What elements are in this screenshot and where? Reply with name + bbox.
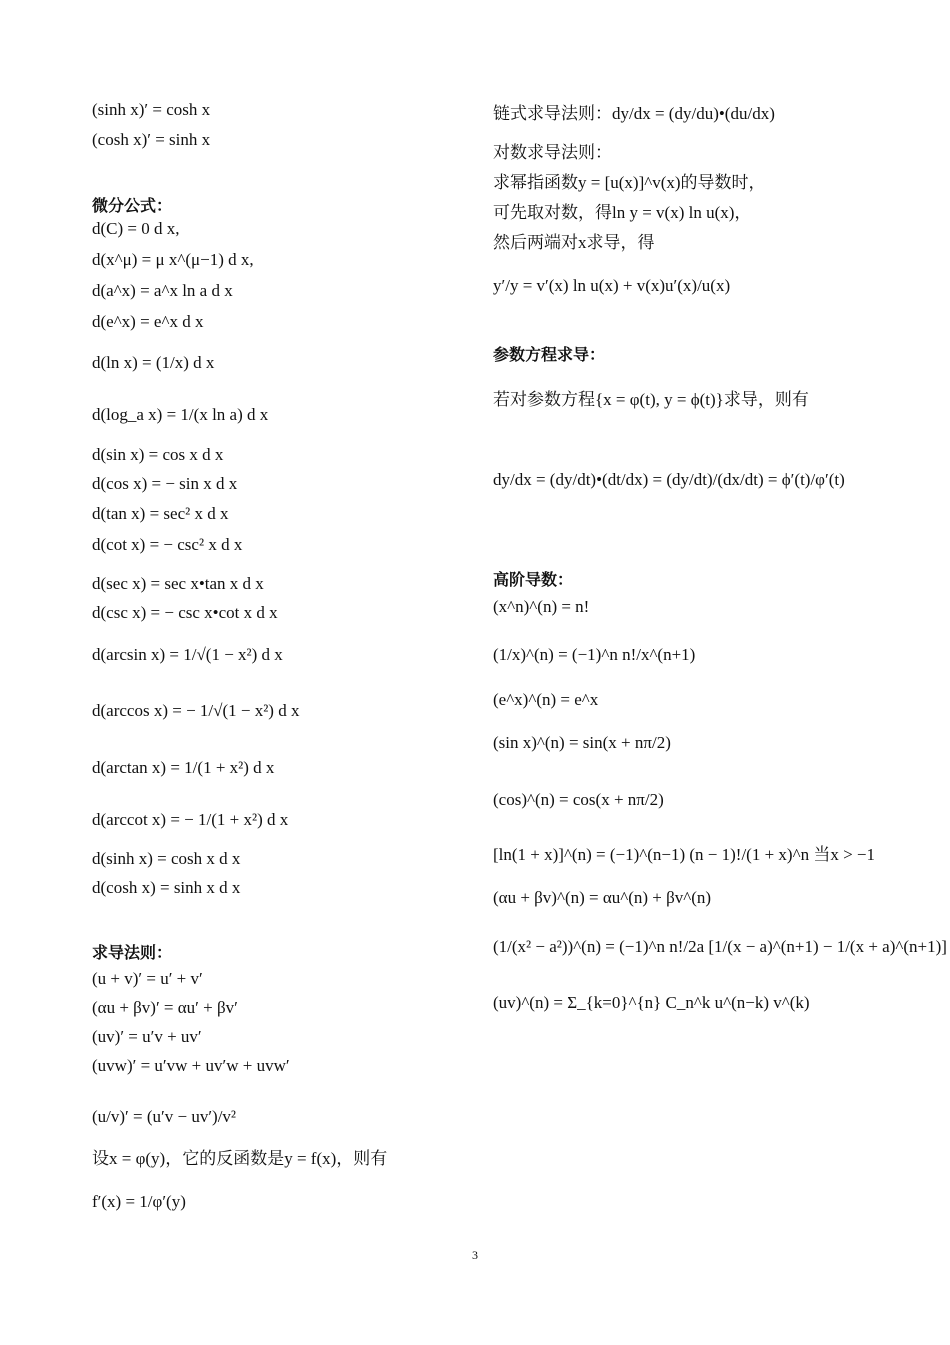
formula-line: (u/v)′ = (u′v − uv′)/v² <box>92 1107 237 1126</box>
formula-line: d(cot x) = − csc² x d x <box>92 535 243 554</box>
formula-line: d(sin x) = cos x d x <box>92 445 224 464</box>
formula-line: (sinh x)′ = cosh x <box>92 100 211 119</box>
formula-line: (u + v)′ = u′ + v′ <box>92 969 203 988</box>
formula-line: d(x^μ) = μ x^(μ−1) d x, <box>92 250 254 269</box>
formula-line: d(sinh x) = cosh x d x <box>92 849 241 868</box>
formula-line: d(sec x) = sec x•tan x d x <box>92 574 264 593</box>
formula-line: 可先取对数，得ln y = v(x) ln u(x)， <box>493 203 752 222</box>
formula-line: (uvw)′ = u′vw + uv′w + uvw′ <box>92 1056 290 1075</box>
formula-line: d(cosh x) = sinh x d x <box>92 878 241 897</box>
formula-line: f′(x) = 1/φ′(y) <box>92 1192 186 1211</box>
formula-line: (x^n)^(n) = n! <box>493 597 590 616</box>
formula-line: 设x = φ(y)，它的反函数是y = f(x)，则有 <box>92 1149 388 1168</box>
formula-line: [ln(1 + x)]^(n) = (−1)^(n−1) (n − 1)!/(1 + x)^n 当x > −1 <box>493 845 875 864</box>
section-heading: 参数方程求导： <box>493 345 606 364</box>
formula-line: (sin x)^(n) = sin(x + nπ/2) <box>493 733 671 752</box>
formula-line: 对数求导法则： <box>493 143 612 162</box>
formula-line: 求幂指函数y = [u(x)]^v(x)的导数时， <box>493 173 766 192</box>
section-heading: 微分公式： <box>92 196 173 215</box>
formula-line: (1/(x² − a²))^(n) = (−1)^n n!/2a [1/(x − a)^(n+1) − 1/(x + a)^(n+1)] <box>493 937 947 956</box>
formula-line: d(arccot x) = − 1/(1 + x²) d x <box>92 810 289 829</box>
formula-line: d(log_a x) = 1/(x ln a) d x <box>92 405 269 424</box>
page-number: 3 <box>472 1248 478 1262</box>
formula-line: (uv)′ = u′v + uv′ <box>92 1027 202 1046</box>
formula-line: (1/x)^(n) = (−1)^n n!/x^(n+1) <box>493 645 696 664</box>
formula-line: y′/y = v′(x) ln u(x) + v(x)u′(x)/u(x) <box>493 276 731 295</box>
formula-line: d(C) = 0 d x, <box>92 219 180 238</box>
formula-line: (cosh x)′ = sinh x <box>92 130 211 149</box>
formula-line: 然后两端对x求导，得 <box>493 233 655 252</box>
formula-line: (e^x)^(n) = e^x <box>493 690 599 709</box>
formula-line: d(cos x) = − sin x d x <box>92 474 238 493</box>
formula-line: dy/dx = (dy/dt)•(dt/dx) = (dy/dt)/(dx/dt) = ϕ′(t)/φ′(t) <box>493 470 845 489</box>
formula-line: d(a^x) = a^x ln a d x <box>92 281 233 300</box>
formula-line: d(arccos x) = − 1/√(1 − x²) d x <box>92 701 300 720</box>
formula-line: d(csc x) = − csc x•cot x d x <box>92 603 278 622</box>
formula-line: (αu + βv)′ = αu′ + βv′ <box>92 998 238 1017</box>
formula-line: 若对参数方程{x = φ(t), y = ϕ(t)}求导，则有 <box>493 390 809 409</box>
formula-line: 链式求导法则：dy/dx = (dy/du)•(du/dx) <box>493 104 775 123</box>
formula-line: d(arcsin x) = 1/√(1 − x²) d x <box>92 645 283 664</box>
formula-line: (cos)^(n) = cos(x + nπ/2) <box>493 790 664 809</box>
formula-line: d(ln x) = (1/x) d x <box>92 353 215 372</box>
formula-line: d(e^x) = e^x d x <box>92 312 204 331</box>
section-heading: 求导法则： <box>92 943 173 962</box>
formula-line: d(tan x) = sec² x d x <box>92 504 229 523</box>
formula-line: (αu + βv)^(n) = αu^(n) + βv^(n) <box>493 888 712 907</box>
section-heading: 高阶导数： <box>493 570 574 589</box>
formula-line: d(arctan x) = 1/(1 + x²) d x <box>92 758 275 777</box>
formula-line: (uv)^(n) = Σ_{k=0}^{n} C_n^k u^(n−k) v^(k) <box>493 993 810 1012</box>
